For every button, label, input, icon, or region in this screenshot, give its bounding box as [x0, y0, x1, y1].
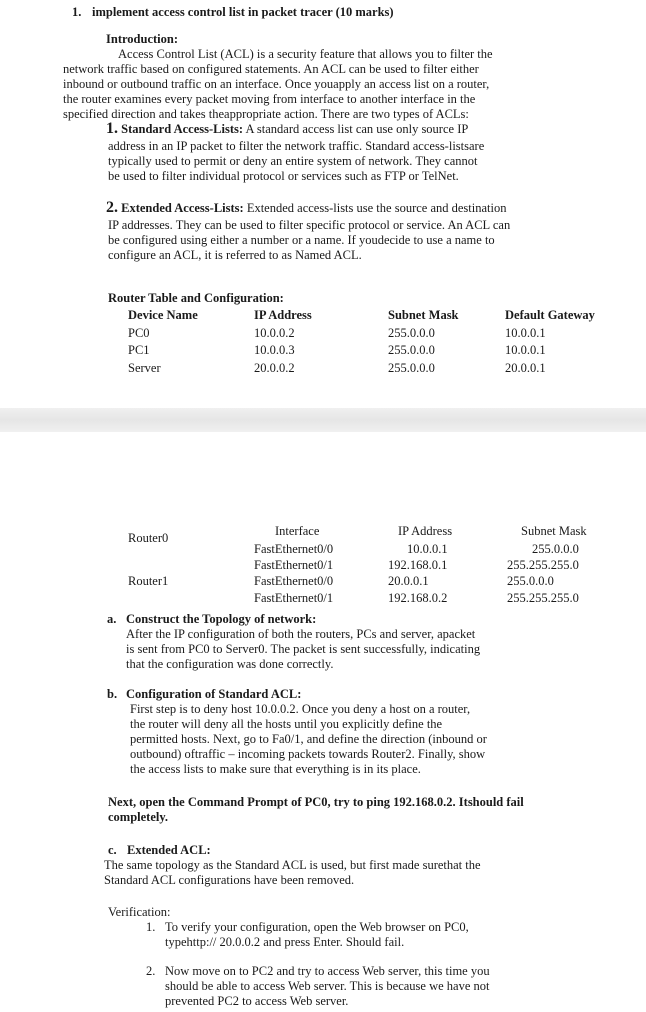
note-line: completely.	[108, 810, 169, 824]
table-cell: 255.255.255.0	[507, 558, 579, 572]
verification-num: 1.	[146, 920, 156, 934]
intro-heading: Introduction:	[106, 32, 179, 46]
table-cell: 20.0.0.1	[388, 574, 429, 588]
intro-line: inbound or outbound traffic on an interface. Once youapply an access list on a router,	[63, 77, 490, 91]
table-cell: 255.0.0.0	[388, 361, 435, 375]
table-header: Device Name	[128, 308, 198, 322]
acl-type-line: typically used to permit or deny an entire system of network. They cannot	[108, 154, 478, 168]
table-cell: 10.0.0.1	[407, 542, 448, 556]
table-cell: 255.0.0.0	[507, 574, 554, 588]
table-header: Subnet Mask	[388, 308, 459, 322]
section-label: b.	[107, 687, 118, 701]
table-cell: 255.255.255.0	[507, 591, 579, 605]
section-line: After the IP configuration of both the routers, PCs and server, apacket	[126, 627, 476, 641]
table-cell: PC1	[128, 343, 150, 357]
section-label: a.	[107, 612, 117, 626]
table-header: Interface	[275, 524, 320, 538]
section-line: Standard ACL configurations have been removed.	[104, 873, 355, 887]
table-cell: FastEthernet0/1	[254, 591, 334, 605]
intro-line: network traffic based on configured statements. An ACL can be used to filter either	[63, 62, 479, 76]
table-cell: 192.168.0.1	[388, 558, 448, 572]
table-cell: Server	[128, 361, 161, 375]
section-line: permitted hosts. Next, go to Fa0/1, and define the direction (inbound or	[130, 732, 487, 746]
table-cell: 192.168.0.2	[388, 591, 448, 605]
table-cell: 255.0.0.0	[388, 326, 435, 340]
note-line: Next, open the Command Prompt of PC0, try to ping 192.168.0.2. Itshould fail	[108, 795, 524, 809]
acl-type-extended	[106, 200, 506, 216]
table-cell: 10.0.0.3	[254, 343, 295, 357]
acl-type-line: configure an ACL, it is referred to as Named ACL.	[108, 248, 362, 262]
acl-type-first-line: Extended access-lists use the source and destination	[243, 201, 507, 215]
table-header: Subnet Mask	[521, 524, 587, 538]
acl-type-line: be used to filter individual protocol or services such as FTP or TelNet.	[108, 169, 459, 183]
router-name: Router0	[128, 531, 169, 545]
table-cell: FastEthernet0/0	[254, 542, 334, 556]
table-cell: 255.0.0.0	[532, 542, 579, 556]
table-cell: 10.0.0.1	[505, 326, 546, 340]
table-header: IP Address	[254, 308, 312, 322]
table-cell: 10.0.0.2	[254, 326, 295, 340]
section-line: outbound) oftraffic – incoming packets towards Router2. Finally, show	[130, 747, 486, 761]
table-cell: FastEthernet0/1	[254, 558, 334, 572]
intro-line: specified direction and takes theappropriate action. There are two types of ACLs:	[63, 107, 469, 121]
verification-line: Now move on to PC2 and try to access Web server, this time you	[165, 964, 490, 978]
acl-type-title: Extended Access-Lists:	[121, 201, 244, 215]
verification-line: should be able to access Web server. This is because we have not	[165, 979, 490, 993]
section-label: c.	[108, 843, 117, 857]
section-title: Configuration of Standard ACL:	[126, 687, 302, 701]
acl-type-title: Standard Access-Lists:	[121, 122, 244, 136]
section-line: First step is to deny host 10.0.0.2. Once you deny a host on a router,	[130, 702, 471, 716]
intro-line: the router examines every packet moving from interface to another interface in the	[63, 92, 476, 106]
acl-type-line: IP addresses. They can be used to filter specific protocol or service. An ACL can	[108, 218, 511, 232]
acl-type-line: address in an IP packet to filter the network traffic. Standard access-listsare	[108, 139, 485, 153]
page-divider	[0, 408, 646, 432]
verification-num: 2.	[146, 964, 156, 978]
table-header: Default Gateway	[505, 308, 595, 322]
verification-line: To verify your configuration, open the Web browser on PC0,	[165, 920, 469, 934]
section-title: Extended ACL:	[127, 843, 211, 857]
section-line: that the configuration was done correctly.	[126, 657, 334, 671]
section-line: The same topology as the Standard ACL is used, but first made surethat the	[104, 858, 481, 872]
table-cell: 20.0.0.2	[254, 361, 295, 375]
intro-line: Access Control List (ACL) is a security feature that allows you to filter the	[118, 47, 493, 61]
table-cell: 20.0.0.1	[505, 361, 546, 375]
table-cell: PC0	[128, 326, 150, 340]
table-cell: 255.0.0.0	[388, 343, 435, 357]
acl-type-line: be configured using either a number or a name. If youdecide to use a name to	[108, 233, 495, 247]
table-cell: FastEthernet0/0	[254, 574, 334, 588]
question-title: implement access control list in packet tracer (10 marks)	[92, 5, 394, 19]
section-line: the access lists to make sure that everything is in its place.	[130, 762, 421, 776]
verification-line: typehttp:// 20.0.0.2 and press Enter. Should fail.	[165, 935, 405, 949]
question-number: 1.	[72, 5, 82, 19]
router-name: Router1	[128, 574, 169, 588]
section-line: the router will deny all the hosts until you explicitly define the	[130, 717, 443, 731]
section-title: Construct the Topology of network:	[126, 612, 317, 626]
router-table-heading: Router Table and Configuration:	[108, 291, 284, 305]
verification-line: prevented PC2 to access Web server.	[165, 994, 349, 1008]
table-cell: 10.0.0.1	[505, 343, 546, 357]
table-header: IP Address	[398, 524, 453, 538]
acl-type-number: 1.	[106, 120, 118, 137]
acl-type-standard	[106, 121, 468, 137]
acl-type-first-line: A standard access list can use only source IP	[243, 122, 469, 136]
section-line: is sent from PC0 to Server0. The packet is sent successfully, indicating	[126, 642, 481, 656]
acl-type-number: 2.	[106, 199, 118, 216]
verification-heading: Verification:	[108, 905, 171, 919]
